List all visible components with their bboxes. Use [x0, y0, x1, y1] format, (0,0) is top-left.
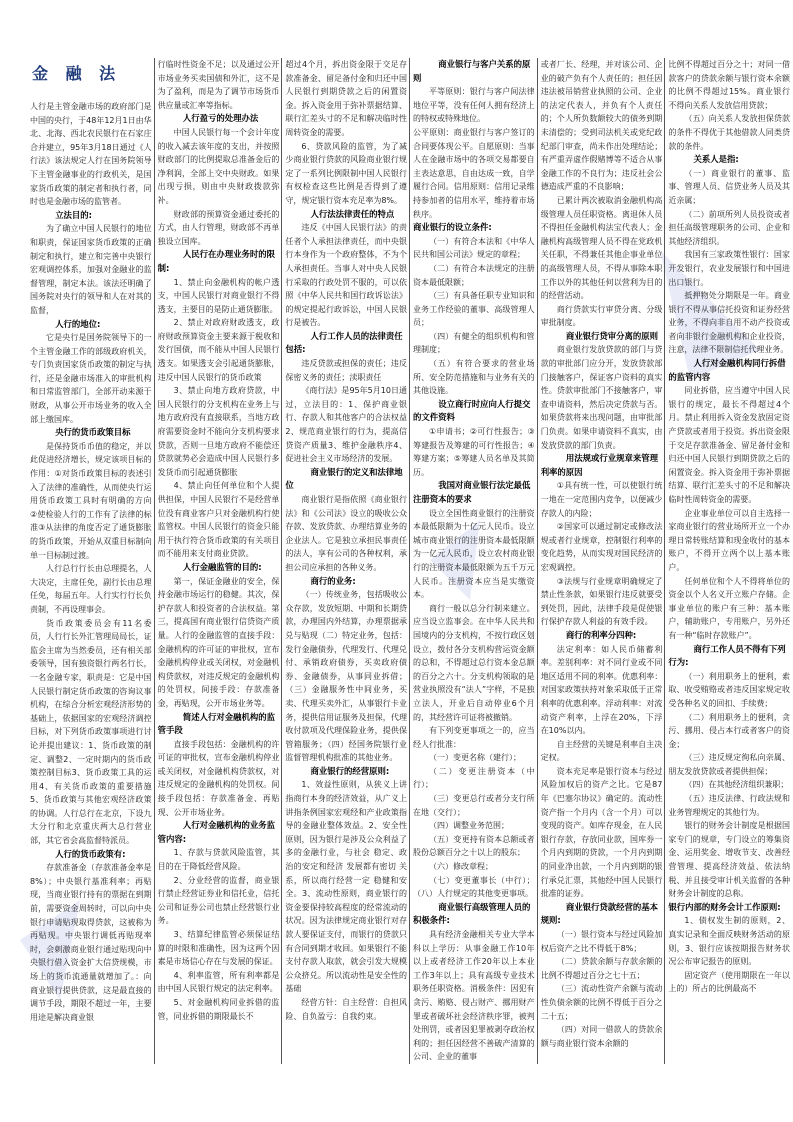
section-heading: 商业银行的设立条件:: [413, 222, 492, 233]
paragraph: 1、存款与贷款风险监管，其目的在于降低经营风险。: [157, 848, 280, 872]
paragraph: （五）有符合要求的营业场所、安全防范措施和与业务有关的其他设施。: [413, 359, 535, 396]
paragraph: 商业银行发放贷款的部门与贷款的审批部门应分开，发放贷款部门接触客户，保证客户资料的真实性。贷款审批部门不接触客户，审查申请资料，然后决定贷款与否。如果贷款将来出现问题，由审批部门负责。如果申请资料不真实，由发放贷款的部门负责。: [540, 345, 663, 450]
paragraph: （一）变更名称（建行）；: [429, 753, 522, 763]
paragraph: （三）流动性资产余额与流动性负债余额的比例不得低于百分之二十五；: [540, 984, 663, 1021]
paragraph: 银行的财务会计制度是根据国家专门的规章，专门设立的筹集资金、运用奖金、增收节支、改善经营管理、提高经济效益、依法纳税、并且接受审计机关监督的各种财务会计制度的总称。: [668, 821, 791, 899]
text-column: [410, 58, 538, 1064]
paragraph: 平等原则：银行与客户间法律地位平等，没有任何人拥有经济上的特权或特殊地位。: [413, 87, 535, 124]
paragraph: 第一，保证金融业的安全，保持金融市场运行的稳健。其次，保护存款人和投资者的合法权益。第三，提高国有商业银行信贷资产质量。人行的金融监管的直接手段：金融机构的许可证的审批权，宣布金融机构停业或关闭权，对金融机构贷款权，对违反规定的金融机构的处罚权，间接手段：存款准备金，再贴现，公开市场业务等。: [157, 576, 280, 708]
paragraph: 我国有三家政策性银行：国家开发银行，农业发展银行和中国进出口银行。: [668, 250, 791, 287]
section-heading: 设立商行时应向人行提交的文件资料: [413, 398, 531, 423]
paragraph: （四）在其他经济组织兼职；: [684, 780, 789, 790]
paragraph: 固定资产（使用期限在一年以上的）所占的比例最高不: [668, 970, 791, 994]
paragraph: 公平原则：商业银行与客户签订的合同要体现公平。自愿原则：当事人在金融市场中的各项交易都要自主表达意思，自由达成一致，自学履行合同。信用原则：信用记录维持参加者的信用水平，维持着市场秩序。: [413, 127, 535, 219]
paragraph: （二）变更注册资本（中行）；: [413, 766, 535, 790]
section-heading: 简述人行对金融机构的监管手段: [157, 711, 275, 736]
paragraph: 商行贷款实行审贷分离、分级审批制度。: [540, 304, 663, 328]
paragraph: 具有经济金融相关专业大学本科以上学历：从事金融工作10年以上或者经济工作20年以上本业工作3年以上；具有高级专业技术职务任职资格。消极条件：因犯有贪污、贿赂、侵占财产、挪用财产罪或者破坏社会经济秩序罪，被判处刑罚，或者因犯罪被剥夺政治权利的；担任因经营不善破产清算的公司、企业的董事: [413, 930, 535, 1062]
text-column: [30, 58, 155, 1064]
paragraph: 3、禁止向地方政府贷款，中国人民银行的分支机构在业务上与地方政府没有直接联系，当地方政府需要资金时不能向分支机构要求贷款，否则一旦地方政府不能偿还贷款就势必会造成中国人民银行多发货币而引起通货膨胀: [157, 386, 280, 477]
paragraph: 或者厂长、经理，并对该公司、企业的破产负有个人责任的；担任因违法被吊销营业执照的公司、企业的法定代表人，并负有个人责任的；个人所负数额较大的债务到期未清偿的；受到司法机关或党纪政纪部门审查，尚未作出处理结论；有严重弄虚作假赌博等不适合从事金融工作的不良行为；违反社会公德造成严重的不良影响；: [540, 60, 663, 192]
section-heading: 商业银行与客户关系的原则: [413, 59, 531, 83]
paragraph: 抵押物处分期限是一年。商业银行不得从事信托投资和证券经营业务，不得向非自用不动产投资或者向非银行金融机构和企业投资，注意，法律不限制信托代理业务。: [668, 291, 791, 355]
paragraph: 2、分业经营的监督，商业银行禁止经营证券业和信托业，信托公司和证券公司也禁止经营银行业务。: [157, 875, 280, 926]
paragraph: 人行总行行长由总理提名，人大决定，主席任免，副行长由总理任免，每届五年。人行实行行长负责制，不再设理事会。: [30, 564, 152, 614]
paragraph: 经营方针：自主经营：自担风险、自负盈亏：自我约束。: [285, 997, 408, 1021]
paragraph: 违反《中国人民银行法》的责任者个人承担法律责任，而中央银行本身作为一个政府整体，不为个人承担责任。当事人对中央人民银行采取的行政处罚不服的，可以依照《中华人民共和国行政诉讼法》的规定提起行政诉讼，中国人民银行是被告。: [285, 223, 408, 328]
paragraph: 1、债权发生制的原则，2、真实记录和全面反映财务活动的原则，3、银行应该按期报告财务状况公布审记报告的原则。: [668, 916, 791, 967]
paragraph: 同业拆借，应当遵守中国人民银行的规定，最长不得超过4个月。禁止利用拆入资金发放固定资产贷款或者用于投资。拆出资金限于交足存款准备金、留足备付金和归还中国人民银行到期贷款之后的闲置资金。拆入资金用于弥补票据结算、联行汇差头寸的不足和解决临时性周转资金的需要。: [668, 386, 791, 504]
section-heading: 立法目的:: [55, 209, 93, 220]
text-column: [282, 58, 410, 1064]
paragraph: （一）商业银行的董事、监事、管理人员、信贷业务人员及其近亲属；: [668, 168, 791, 205]
paragraph: 商行一般以总分行制来建立。应当设立监事会。在中华人民共和国境内的分支机构，不按行政区划设立，拨付各分支机构营运资金额的总和，不得超过总行资本金总额的百分之六十。分支机构领取的是营业执照没有“法人”字样，不是独立法人，开业后自动停业6个月的，其经营许可证将被撤销。: [413, 603, 535, 722]
paragraph: 6、贷款风险的监管，为了减少商业银行贷款的风险商业银行规定了一系列比例限制中国人民银行有权检查这些比例是否得到了遵守，规定银行资本充足率为8%。: [285, 141, 408, 205]
paragraph: （六）修改章程；: [429, 862, 494, 872]
paragraph: ①具有统一性，可以使银行统一地在一定范围内竞争，以便减少存款人的内险；: [540, 481, 663, 518]
section-heading: 关系人是指:: [693, 154, 739, 165]
section-heading: 商业银行高级管理人员的积极条件:: [413, 901, 531, 926]
paragraph: 企业事业单位可以自主选择一家商业银行的营业场所开立一个办理日常转账结算和现金收付的基本账户，不得开立两个以上基本账户。: [668, 508, 791, 572]
paragraph: （一）银行资本与经过风险加权后资产之比不得低于8%；: [540, 930, 663, 953]
paragraph: （三）违反规定徇私向亲属、朋友发放贷款或者提供担保；: [668, 753, 791, 776]
paragraph: 财政部的预算资金通过委托的方式，由人行管理，财政部不再单独设立国库。: [157, 209, 280, 246]
paragraph: 超过4个月，拆出资金限于交足存款准备金、留足备付金和归还中国人民银行到期贷款之后的闲置资金。拆入资金用于弥补票据结算、联行汇差头寸的不足和解决临时性周转资金的需要。: [285, 60, 408, 137]
section-heading: 央行的货币政策目标: [55, 427, 131, 438]
paragraph: （一）利用职务上的便利，索取、收受贿赂或者违反国家规定收受各种名义的回扣、手续费；: [668, 671, 791, 708]
paragraph: 资本充足率是银行资本与经过风险加权后的资产之比。它是87年《巴塞尔协议》确定的。流动性资产指一个月内（含一个月）可以变现的资产。如库存现金，在人民银行存款，存放同业款，国库券一个月内到期的贷款，一个月内到期的同业净出款，一个月内到期的银行承兑汇票，其他经中国人民银行批准的证券。: [540, 766, 663, 899]
paragraph: 1、禁止向金融机构的帐户透支，中国人民银行对商业银行不得透支，主要目的是防止通货膨胀。: [157, 277, 280, 314]
paragraph: （一）传统业务，包括吸收公众存款，发放短期、中期和长期贷款，办理国内外结算，办理票据承兑与贴现（二）特定业务，包括：发行金融债券，代理发行、代理兑付、承销政府债券，买卖政府债券、金融债券，从事同业拆借；（三）金融服务性中间业务，买卖、代理买卖外汇，从事银行卡业务，提供信用证服务及担保，代理收付款项及代理保险业务，提供保管箱服务；（四）经国务院银行业监督管理机构批准的其他业务。: [285, 590, 408, 763]
section-heading: 用法规或行业规章来管理利率的原因: [540, 453, 658, 477]
paragraph: 《商行法》是95年5月10日通过，立法目的：1、保护商业银行、存款人和其他客户的合法权益2、规范商业银行的行为，提高信贷资产质量3、维护金融秩序4、促进社会主义市场经济的发展。: [285, 386, 408, 464]
paragraph: （二）有符合本法规定的注册资本最低限额；: [413, 263, 535, 287]
paragraph: （七）变更董事长（中行）；（八）人行规定的其他变更事项。: [413, 875, 535, 899]
section-heading: 人行对金融机构的业务监管内容:: [157, 820, 275, 844]
text-column: [665, 58, 792, 1064]
section-heading: 商业银行贷审分离的原则: [565, 330, 658, 341]
text-column: [155, 58, 283, 1064]
paragraph: 人行是主管金融市场的政府部门是中国的央行，于48年12月1日由华北、北海、西北农民银行在石家庄合并建立，95年3月18日通过《人行法》该法规定人行在国务院领导下主管金融事业的行政机关，是国家货币政策的制定者和执行者，同时也是金融市场的监管者。: [30, 102, 152, 207]
section-heading: 商行的业务:: [310, 575, 356, 586]
paragraph: 有下列变更事项之一的，应当经人行批准：: [413, 726, 535, 749]
paragraph: （四）调整业务范围；: [429, 821, 510, 831]
paragraph: （二）贷款余额与存款余额的比例不得超过百分之七十五；: [540, 957, 663, 980]
section-heading: 商业银行的定义和法律地位: [285, 466, 403, 491]
paragraph: （四）有健全的组织机构和管理制度；: [413, 331, 535, 355]
text-column: [538, 58, 666, 1064]
paragraph: 任何单位和个人不得将单位的资金以个人名义开立账户存储。企事业单位的账户有三种：基本账户，辅助账户，专用账户，另外还有一种“临时存款账户”。: [668, 576, 791, 640]
paragraph: ②国家可以通过制定或修改法规或者行业规章，控制银行利率的变化趋势，从而实现对国民经济的宏观调控。: [540, 522, 663, 572]
section-heading: 商行工作人员不得有下列行为:: [668, 643, 786, 668]
section-heading: 我国对商业银行法定最低注册资本的要求: [413, 480, 531, 504]
paragraph: 是保持货币币值的稳定，并以此促进经济增长，规定该项目标的作用：①对货币政策目标的表述引入了法律的准确性，从而使央行运用货币政策工具时有明确的方向 ②使检验人行的工作有了法律的标准③从法律的角度否定了通货膨胀的货币政策，开始从双重目标制向单一目标制过渡。: [30, 441, 152, 560]
paragraph: 违反贷款或担保的责任；违反保密义务的责任；渎职责任: [285, 359, 408, 382]
paragraph: 比例不得超过百分之十；对同一借款客户的贷款余额与银行资本余额的比例不得超过15%。商业银行不得向关系人发放信用贷款；: [668, 60, 791, 110]
paragraph: 中国人民银行每一个会计年度的收入减去该年度的支出，并按照财政部门的比例提取总准备金后的净利润，全部上交中央财政。如果出现亏损，则由中央财政拨款弥补。: [157, 127, 280, 205]
paragraph: ③法规与行业规章明确规定了禁止性条款，如果银行违反就要受到处罚，因此，法律手段是促使银行保护存款人利益的有效手段。: [540, 576, 663, 627]
section-heading: 人行法法律责任的特点: [310, 208, 395, 219]
paragraph: （一）有符合本法和《中华人民共和国公司法》规定的章程；: [413, 236, 535, 260]
paragraph: （五）向关系人发放担保贷款的条件不得优于其他借款人同类贷款的条件。: [668, 114, 791, 151]
section-heading: 人行工作人员的法律责任包括:: [285, 330, 403, 355]
paragraph: （二）利用职务上的便利，贪污、挪用、侵占本行或者客户的资金；: [668, 712, 791, 749]
section-heading: 商业银行贷款经营的基本规则:: [540, 901, 658, 926]
paragraph: 货币政策委员会有11名委员，人行行长外汇管理局局长，证监会主席为当然委员，还有相关部委领导，国有独资银行两名行长，一名金融专家，职责是：它是中国人民银行制定货币政策的咨询议事机构，在综合分析宏观经济形势的基础上，依据国家的宏观经济调控目标，对下列货币政策事项进行讨论并提出建议：1、货币政策的制定、调整2、一定时期内的货币政策控制目标3、货币政策工具的运用4、有关货币政策的重要措施5、货币政策与其他宏观经济政策的协调。人行总行在北京，下设九大分行和北京重庆两大总行营业部，其它省会高监督特派员。: [30, 618, 152, 846]
section-heading: 人行的地位:: [55, 318, 101, 329]
paragraph: 商业银行是指依照《商业银行法》和《公司法》设立的吸收公众存款、发放贷款、办理结算业务的企业法人。它是独立承担民事责任的法人，享有公司的各种权利，承担公司应承担的各种义务。: [285, 495, 408, 572]
section-heading: 银行内部的财务会计工作原则:: [668, 901, 781, 912]
paragraph: 直接手段包括：金融机构的许可证的审批权，宣布金融机构停业或关闭权，对金融机构贷款权，对违反规定的金融机构的处罚权。间接手段包括：存款准备金、再贴现、公开市场业务。: [157, 739, 280, 817]
section-heading: 人行的货币政策有:: [55, 848, 126, 859]
section-heading: 人民行在办理业务时的限制:: [157, 249, 275, 273]
paragraph: 为了确立中国人民银行的地位和职责，保证国家货币政策的正确制定和执行，建立和完善中央银行宏观调控体系，加强对金融业的监督管理，制定本法。该法还明确了国务院对央行的领导和人在对其的监督，: [30, 224, 152, 315]
paragraph: 2、禁止对政府财政透支，政府财政预算资金主要来源于税收和发行国债，而不能从中国人民银行透支。如果透支会引起通货膨胀，违反中国人民银行的货币政策: [157, 318, 280, 382]
document-title: 金 融 法: [32, 64, 122, 83]
section-heading: 人行盈亏的处理办法: [182, 113, 259, 124]
paragraph: 4、禁止向任何单位和个人提供担保，中国人民银行不是经营单位没有商业客户只对金融机构行使监管权。中国人民银行的资金只能用于执行符合货币政策的有关项目而不能用来支付商业贷款。: [157, 481, 280, 559]
paragraph: （五）变更持有资本总额或者股份总额百分之十以上的股东；: [413, 834, 535, 858]
paragraph: （二）前项所列人员投资或者担任高级管理职务的公司、企业和其他经济组织。: [668, 209, 791, 246]
paragraph: 5、对金融机构同业拆借的监管，同业拆借的期限最长不: [157, 997, 280, 1021]
paragraph: （四）对同一借款人的贷款余额与商业银行资本余额的: [540, 1025, 663, 1048]
section-heading: 人行对金融机构同行拆借的监管内容: [668, 358, 786, 382]
paragraph: 行临时性资金不足；以及通过公开市场业务买卖国债和外汇，这不是为了盈利，而是为了调节市场货币供应量或汇率等指标。: [157, 60, 280, 110]
paragraph: 它是央行是国务院领导下的一个主管金融工作的部级政府机关，专门负责国家货币政策的制定与执行，还是金融市场准入的审批机构和日常监管部门，全部开动来源于财政，从事公开市场业务的收入全部上缴国库。: [30, 333, 152, 424]
paragraph: 自主经营的关键是利率自主决定权。: [540, 739, 663, 763]
paragraph: 4、利率监管，所有利率都是由中国人民银行规定的法定利率。: [157, 970, 280, 994]
paragraph: （五）违反法律、行政法规和业务管理规定的其他行为。: [668, 794, 791, 817]
paragraph: 1、效益性原则，从狭义上讲指商行本身的经济效益，从广义上讲指条例国家宏观经和产业政策指导的金融业整体效益。2、安全性原则，因为银行是涉及公众利益了多的金融行业，与社会 稳定、政治的安定和经济 发展都有密切 关系，所以商行经营一定 稳健和安全。3、流动性原则，商业银行的资金要保持较高程度的经常流动的状况。因为法律规定商业银行对存款人要保证支付，而银行的贷款只有合同到期才收回。如果银行不能支付存款人取款，就会引发大规模公众挤兑。所以流动性是安全性的基础: [285, 780, 408, 994]
document-page: [30, 0, 792, 1064]
paragraph: ①申请书；②可行性报告；③筹建报告及筹建的可行性报告；④筹建方案；⑤筹建人员名单及其简历。: [413, 427, 535, 477]
paragraph: （三）有具备任职专业知识和业务工作经验的董事、高级管理人员；: [413, 291, 535, 328]
paragraph: （三）变更总行或者分支行所在地（交行）；: [413, 794, 535, 817]
paragraph: 3、结算纪律监管必须保证结算的时限和准确性，因为这两个因素是市场信心存在与发展的保证。: [157, 930, 280, 967]
section-heading: 商业银行的经营原则:: [310, 765, 390, 776]
section-heading: 商行的利率分四种:: [565, 629, 637, 640]
paragraph: 存款准备金（存款准备金率是8%）；中央银行基准利率；再贴现，当商业银行持有的票据在到期前，需要资金周转时，可以向中央银行申请贴现取得贷款，这被称为再贴现。中央银行调低再贴现率时，会刺激商业银行通过贴现向中央银行借入资金扩大信贷规模，市场上的货币流通量就增加了。：向商业银行提供贷款，这是最直接的调节手段，期限不超过一年，主要用途是解决商业银: [30, 863, 152, 1022]
paragraph: 已累计两次被取消金融机构高级管理人员任职资格。离退休人员不得担任金融机构法宝代表人；金融机构高级管理人员不得在党政机关任职，不得兼任其他企事业单位的高级管理人员，不得从事除本职工作以外的其他任何以营利为目的的经营活动。: [540, 195, 663, 301]
section-heading: 人行金融监管的目的:: [182, 561, 262, 572]
paragraph: 法定利率：如人民币储蓄利率。差别利率：对不同行业或不同地区适用不同的利率。优惠利率：对国家政策扶持对象采取低于正常利率的优惠利率。浮动利率：对流动资产利率，上浮在20%，下浮在10%以内。: [540, 644, 663, 736]
paragraph: 设立全国性商业银行的注册资本最低限额为十亿元人民币。设立城市商业银行的注册资本最低限额为一亿元人民币，设立农村商业银行的注册资本最低限额为五千万元人民币。注册资本应当是实缴资本。: [413, 508, 535, 600]
